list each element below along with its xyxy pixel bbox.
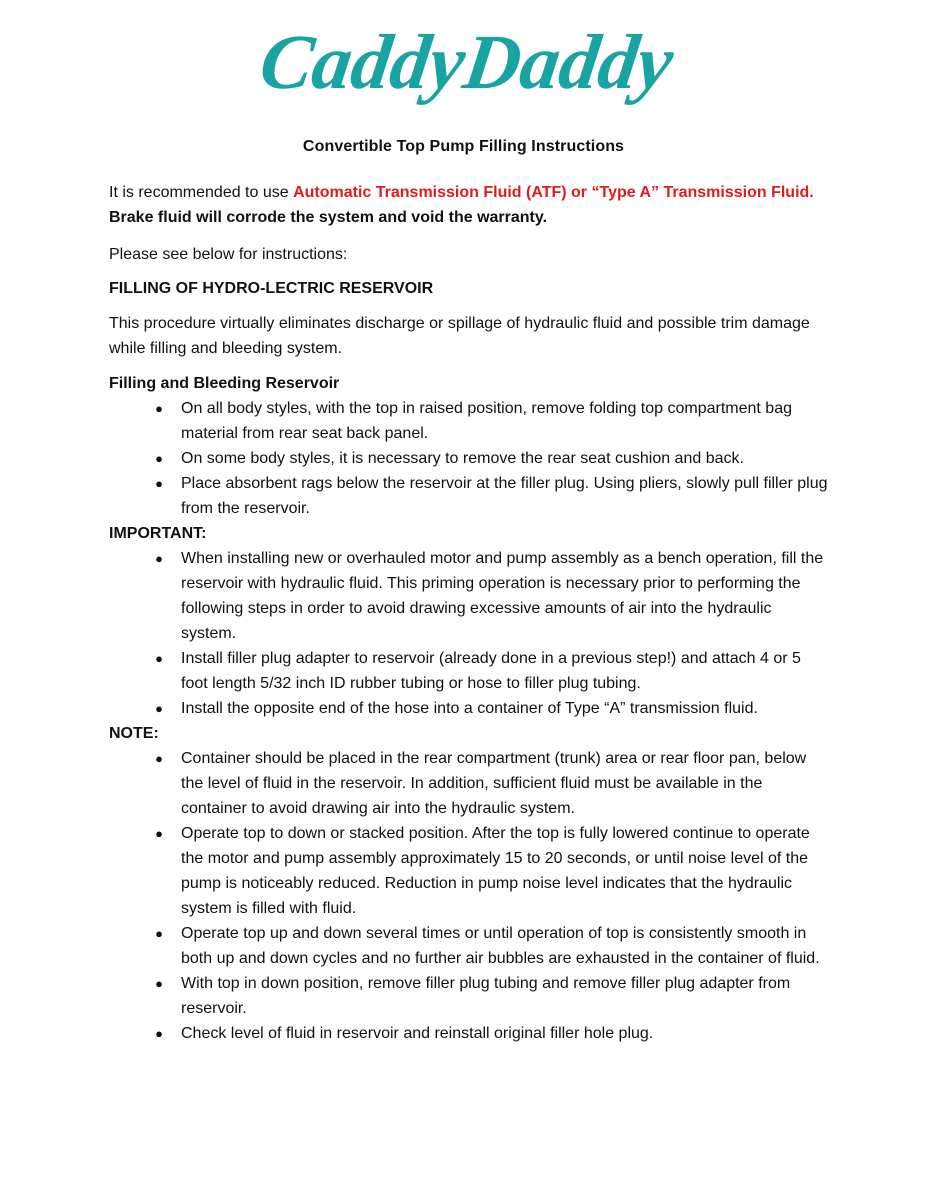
logo-wordmark: CaddyDaddy bbox=[255, 18, 679, 105]
list-item-text: Install the opposite end of the hose into a container of Type “A” transmission fluid. bbox=[181, 700, 758, 717]
list-item-text: Install filler plug adapter to reservoir (already done in a previous step!) and attach 4 or 5 foot length 5/32 inch ID rubber tubing or hose to filler plug tubing. bbox=[181, 650, 801, 692]
list-item bbox=[155, 821, 829, 921]
intro-paragraph bbox=[109, 180, 829, 230]
filling-list bbox=[109, 396, 829, 521]
bullet-icon: ● bbox=[155, 701, 163, 716]
bullet-icon: ● bbox=[155, 751, 163, 766]
instructions-lead: Please see below for instructions: bbox=[109, 246, 348, 263]
fluid-recommendation: Automatic Transmission Fluid (ATF) or “Type A” Transmission Fluid. bbox=[293, 184, 814, 201]
filling-heading: Filling and Bleeding Reservoir bbox=[109, 375, 340, 392]
bullet-icon: ● bbox=[155, 976, 163, 991]
list-item-text: Container should be placed in the rear compartment (trunk) area or rear floor pan, below the level of fluid in the reservoir. In addition, sufficient fluid must be available in the container to avoid drawing air into the hydraulic system. bbox=[181, 750, 807, 817]
bullet-icon: ● bbox=[155, 476, 163, 491]
list-item bbox=[155, 446, 829, 471]
caddydaddy-logo bbox=[0, 18, 927, 118]
list-item-text: When installing new or overhauled motor and pump assembly as a bench operation, fill the reservoir with hydraulic fluid. This priming operation is necessary prior to performing the following steps in order to avoid drawing excessive amounts of air into the hydraulic system. bbox=[181, 550, 824, 642]
list-item bbox=[155, 471, 829, 521]
list-item bbox=[155, 746, 829, 821]
section-heading: FILLING OF HYDRO-LECTRIC RESERVOIR bbox=[109, 280, 434, 297]
bullet-icon: ● bbox=[155, 1026, 163, 1041]
bullet-icon: ● bbox=[155, 401, 163, 416]
bullet-icon: ● bbox=[155, 651, 163, 666]
list-item-text: On all body styles, with the top in raised position, remove folding top compartment bag material from rear seat back panel. bbox=[181, 400, 792, 442]
list-item bbox=[155, 396, 829, 446]
procedure-paragraph: This procedure virtually eliminates discharge or spillage of hydraulic fluid and possible trim damage while filling and bleeding system. bbox=[109, 315, 810, 357]
list-item bbox=[155, 646, 829, 696]
document-body bbox=[109, 180, 829, 1046]
list-item-text: Place absorbent rags below the reservoir at the filler plug. Using pliers, slowly pull filler plug from the reservoir. bbox=[181, 475, 828, 517]
bullet-icon: ● bbox=[155, 551, 163, 566]
note-heading: NOTE: bbox=[109, 725, 159, 742]
document-title: Convertible Top Pump Filling Instructions bbox=[302, 138, 625, 155]
list-item bbox=[155, 1021, 829, 1046]
list-item-text: With top in down position, remove filler plug tubing and remove filler plug adapter from reservoir. bbox=[181, 975, 791, 1017]
important-heading: IMPORTANT: bbox=[109, 525, 207, 542]
bullet-icon: ● bbox=[155, 451, 163, 466]
list-item-text: Operate top to down or stacked position. After the top is fully lowered continue to operate the motor and pump assembly approximately 15 to 20 seconds, or until noise level of the pump is noticeably reduced. Reduction in pump noise level indicates that the hydraulic system is filled with fluid. bbox=[181, 825, 810, 917]
list-item bbox=[155, 546, 829, 646]
list-item-text: On some body styles, it is necessary to remove the rear seat cushion and back. bbox=[181, 450, 744, 467]
list-item-text: Check level of fluid in reservoir and reinstall original filler hole plug. bbox=[181, 1025, 654, 1042]
important-list bbox=[109, 546, 829, 721]
brake-fluid-warning: Brake fluid will corrode the system and void the warranty. bbox=[109, 209, 548, 226]
bullet-icon: ● bbox=[155, 926, 163, 941]
list-item-text: Operate top up and down several times or until operation of top is consistently smooth in both up and down cycles and no further air bubbles are exhausted in the container of fluid. bbox=[181, 925, 820, 967]
list-item bbox=[155, 971, 829, 1021]
list-item bbox=[155, 696, 829, 721]
bullet-icon: ● bbox=[155, 826, 163, 841]
note-list bbox=[109, 746, 829, 1046]
intro-prefix: It is recommended to use bbox=[109, 184, 294, 201]
list-item bbox=[155, 921, 829, 971]
